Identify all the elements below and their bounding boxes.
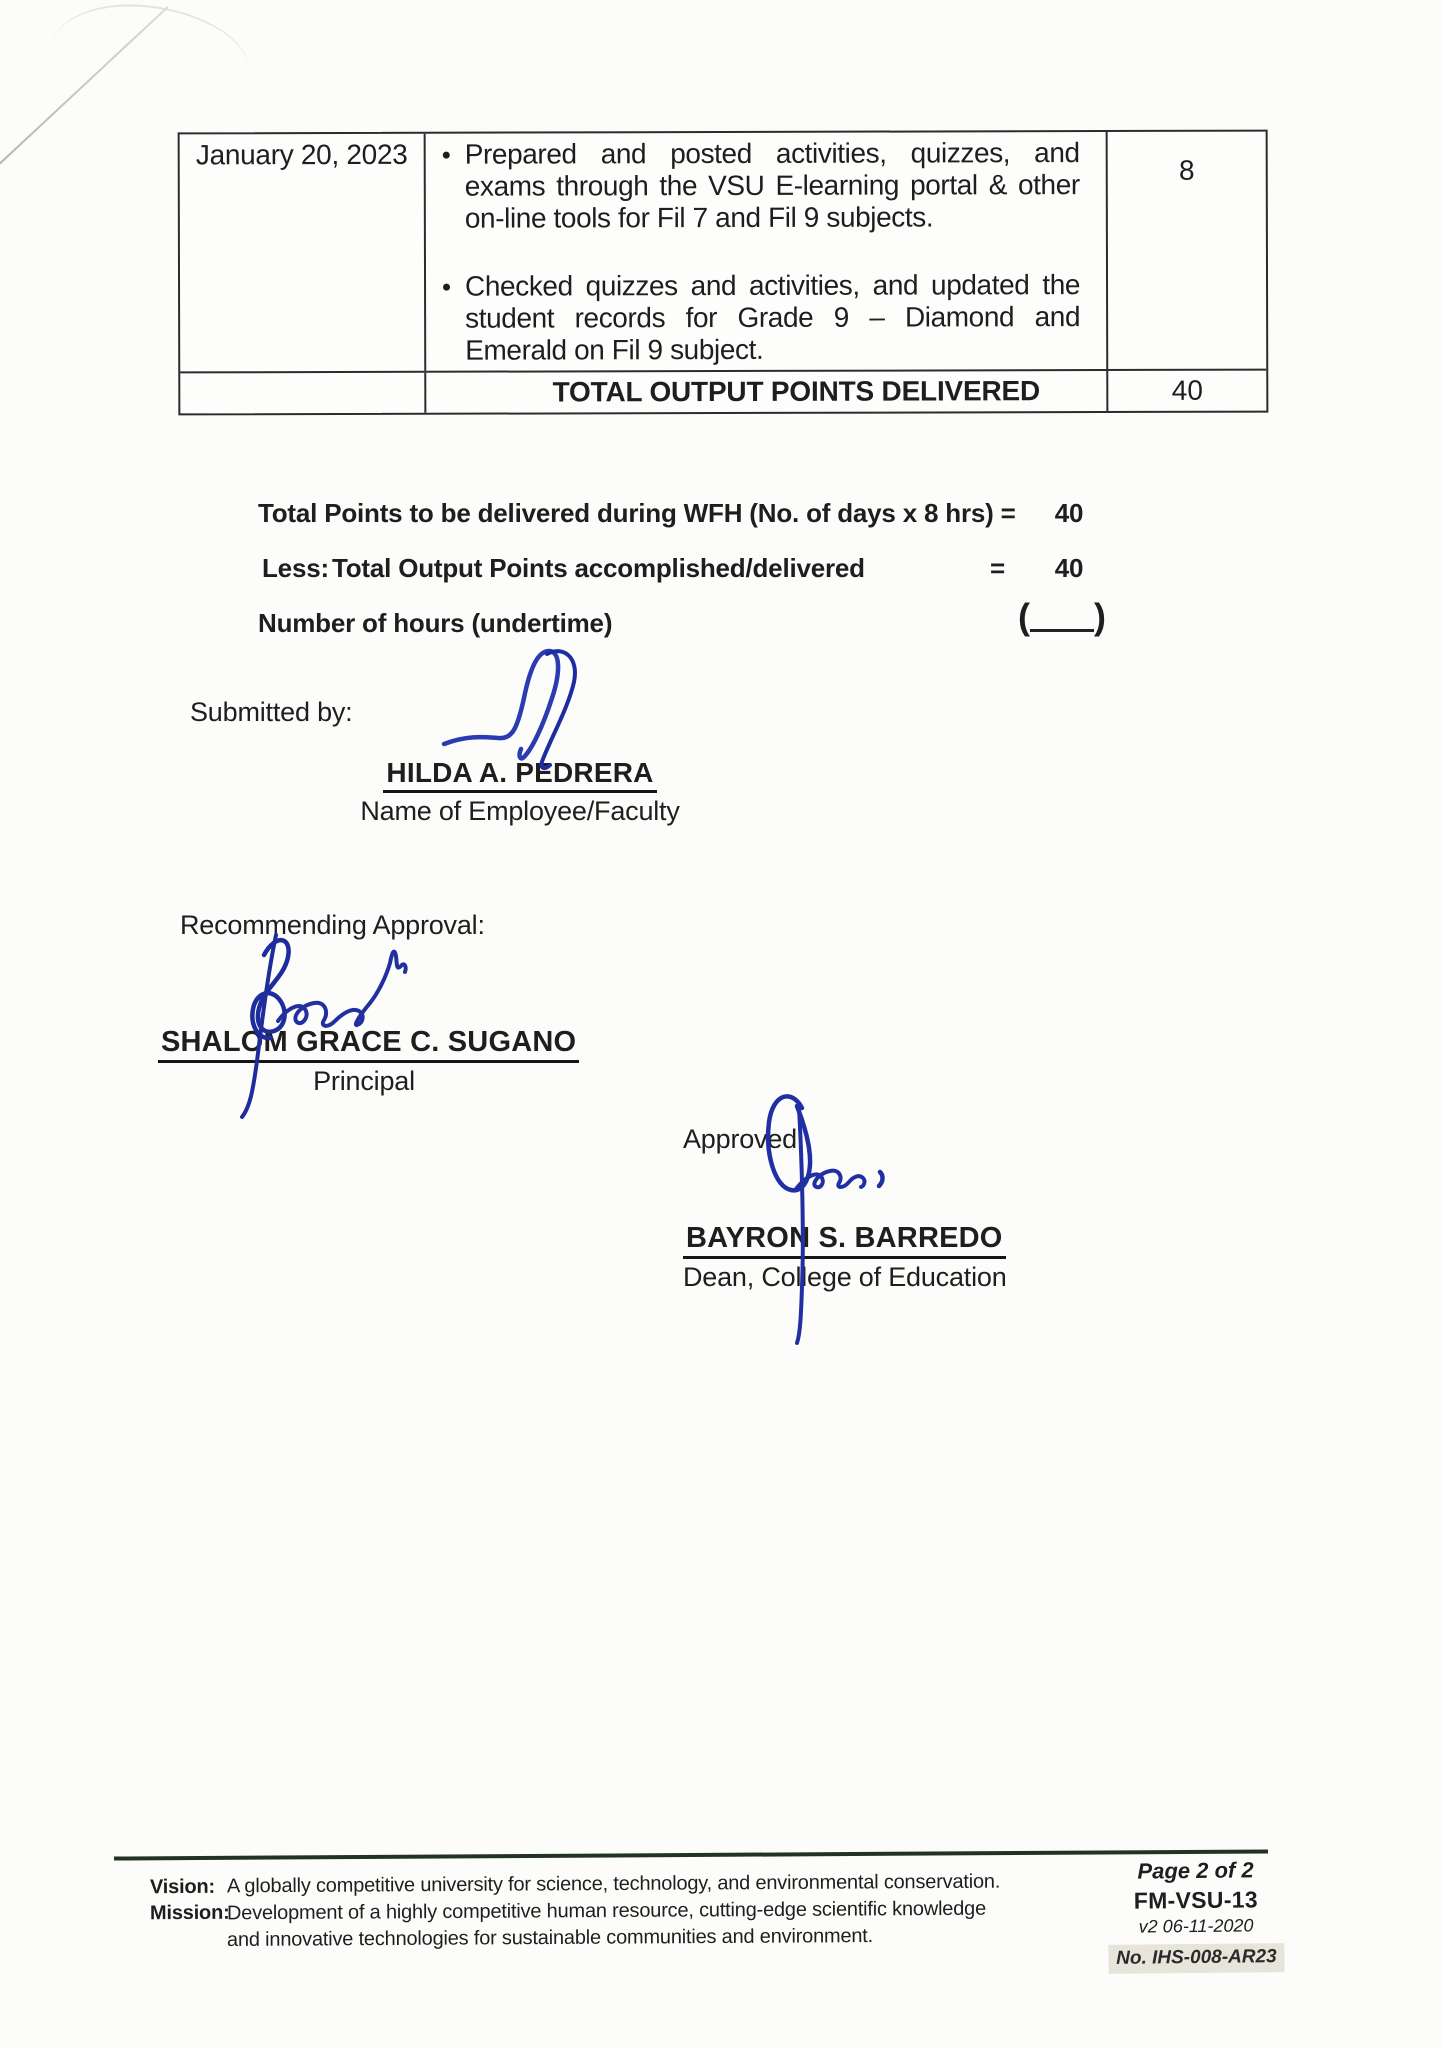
- list-item: [438, 137, 1080, 235]
- total-points-value: 40: [1171, 374, 1203, 406]
- signature-shalom-sugano: [220, 925, 455, 1125]
- undertime-label: Number of hours (undertime): [258, 608, 613, 638]
- activity-text: Checked quizzes and activities, and updated the student records for Grade 9 – Diamond and Emerald on Fil 9 subject.: [464, 269, 1081, 366]
- points-cell: 8: [1178, 154, 1195, 186]
- less-prefix: Less:: [262, 553, 329, 583]
- signature-hilda-pedrera: [438, 646, 628, 771]
- recommending-approval-label: Recommending Approval:: [180, 910, 485, 940]
- accomplished-points-value: 40: [1054, 553, 1084, 583]
- empty-cell: [180, 373, 426, 414]
- signature-bayron-barredo: [740, 1086, 915, 1351]
- signatory-title: Name of Employee/Faculty: [360, 796, 680, 826]
- accomplished-points-label: Total Output Points accomplished/delivered: [332, 553, 865, 583]
- page-number: Page 2 of 2: [1137, 1857, 1254, 1884]
- activity-text: Prepared and posted activities, quizzes, and exams through the VSU E-learning portal & other on-line tools for Fil 7 and Fil 9 subjects.: [464, 137, 1080, 234]
- undertime-blank-field: [1018, 598, 1106, 636]
- mission-text-line2: and innovative technologies for sustainable communities and environment.: [226, 1925, 874, 1951]
- footer-divider: [114, 1849, 1268, 1860]
- table-row: [180, 132, 1267, 372]
- total-label: TOTAL OUTPUT POINTS DELIVERED: [426, 371, 1108, 413]
- paren-close: ): [1094, 596, 1106, 637]
- vision-text: A globally competitive university for science, technology, and environmental conservation.: [226, 1870, 1001, 1898]
- activity-list: [438, 137, 1081, 367]
- bullet-marker: •: [441, 139, 451, 170]
- form-control-number: No. IHS-008-AR23: [1108, 1943, 1285, 1974]
- accomplishment-table: [178, 130, 1269, 416]
- approved-label: Approved:: [683, 1124, 805, 1154]
- table-total-row: [180, 369, 1266, 414]
- form-info-column: [1105, 1857, 1286, 1974]
- signatory-name: HILDA A. PEDRERA: [383, 757, 656, 793]
- wfh-points-value: 40: [1054, 498, 1084, 528]
- signatory-name: BAYRON S. BARREDO: [683, 1222, 1006, 1259]
- bullet-marker: •: [441, 271, 452, 302]
- date-cell: January 20, 2023: [180, 134, 427, 372]
- mission-text-line1: Development of a highly competitive human resource, cutting-edge scientific knowledge: [226, 1897, 987, 1925]
- submitted-by-label: Submitted by:: [190, 697, 353, 727]
- wfh-points-label: Total Points to be delivered during WFH (No. of days x 8 hrs) =: [258, 498, 1016, 528]
- activities-cell: [426, 132, 1109, 371]
- signatory-title: Dean, College of Education: [683, 1262, 1007, 1292]
- form-code: FM-VSU-13: [1133, 1886, 1259, 1914]
- equals-sign: =: [990, 553, 1005, 583]
- scan-artifact-corner-curve: [48, 0, 255, 96]
- vision-label: Vision:: [149, 1875, 215, 1899]
- blank-underline: [1030, 606, 1094, 632]
- signatory-name: SHALOM GRACE C. SUGANO: [158, 1026, 579, 1063]
- paren-open: (: [1018, 596, 1030, 637]
- signatory-title: Principal: [313, 1066, 415, 1096]
- form-version: v2 06-11-2020: [1138, 1915, 1254, 1937]
- list-item: [438, 269, 1080, 367]
- mission-label: Mission:: [149, 1901, 230, 1925]
